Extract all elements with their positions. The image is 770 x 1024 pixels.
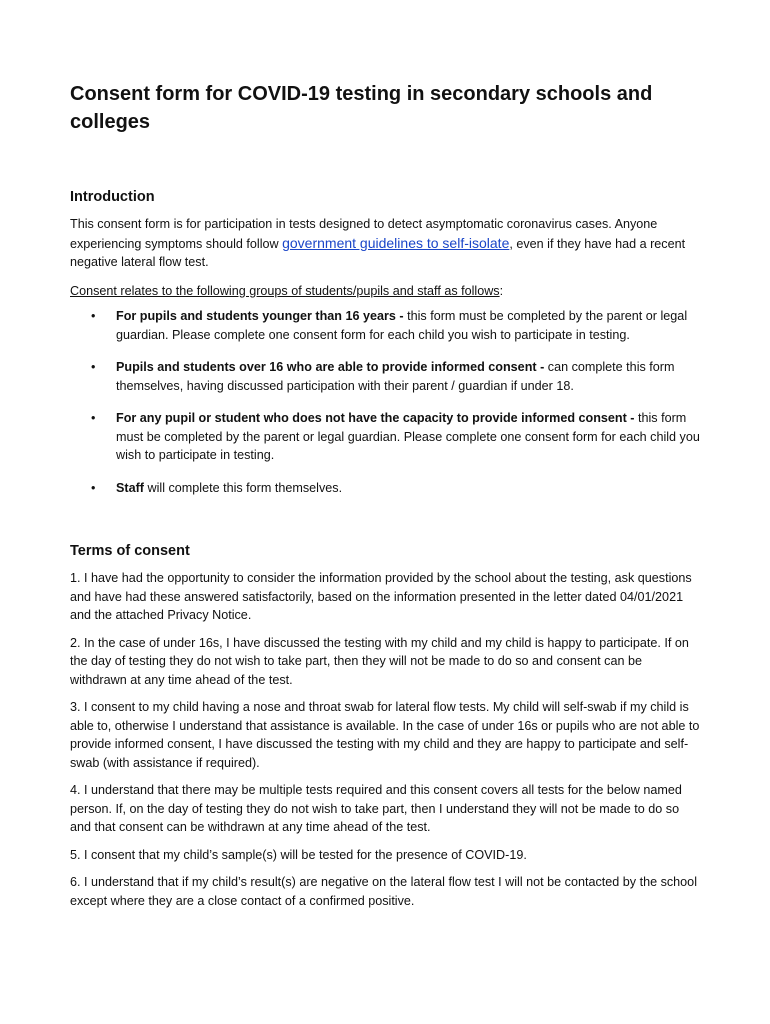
consent-relates-label: Consent relates to the following groups of students/pupils and staff as follows: [70, 283, 500, 298]
introduction-heading: Introduction: [70, 189, 155, 205]
consent-group-bold: Staff: [116, 480, 144, 495]
bullet-icon: •: [91, 411, 96, 425]
consent-group-item: [70, 409, 700, 465]
consent-term-4: 4. I understand that there may be multiple tests required and this consent covers all tests for the below named person. If, on the day of testing they do not wish to take part, then I understand they will not be made to do so and that consent can be withdrawn at any time ahead of the test.: [70, 783, 682, 834]
consent-term-2: 2. In the case of under 16s, I have discussed the testing with my child and my child is happy to participate. If on the day of testing they do not wish to take part, then they will not be made to do so and consent can be withdrawn at any time ahead of the test.: [70, 635, 689, 687]
consent-group-bold: For pupils and students younger than 16 years -: [116, 309, 408, 323]
bullet-icon: •: [91, 360, 96, 374]
bullet-icon: •: [91, 309, 96, 323]
consent-group-text: this form must be completed by the parent or legal guardian. Please complete one consent form for each child you wish to participate in testing.: [116, 411, 700, 462]
consent-groups-list: [70, 307, 700, 497]
consent-term-5: 5. I consent that my child’s sample(s) will be tested for the presence of COVID-19.: [70, 847, 527, 862]
consent-relates-text: [70, 282, 700, 301]
page-title: Consent form for COVID-19 testing in secondary schools and colleges: [70, 83, 653, 133]
consent-group-bold: Pupils and students over 16 who are able to provide informed consent -: [116, 360, 548, 374]
consent-term-1: 1. I have had the opportunity to consider the information provided by the school about the testing, ask questions and have had these answered satisfactorily, based on the information presented in the letter dated 04/01/2021 and the attached Privacy Notice.: [70, 571, 692, 622]
consent-group-bold: For any pupil or student who does not have the capacity to provide informed consent -: [116, 411, 638, 425]
introduction-text-part2: , even if they have had a recent negative lateral flow test.: [70, 236, 686, 269]
consent-term-6: 6. I understand that if my child’s result(s) are negative on the lateral flow test I will not be contacted by the school except where they are a close contact of a confirmed positive.: [70, 875, 697, 908]
bullet-icon: •: [91, 480, 96, 495]
consent-group-item: [70, 307, 700, 344]
consent-group-text: can complete this form themselves, having discussed participation with their parent / guardian if under 18.: [116, 360, 675, 393]
consent-group-text: this form must be completed by the parent or legal guardian. Please complete one consent form for each child you wish to participate in testing.: [116, 309, 688, 342]
consent-relates-colon: :: [499, 283, 504, 298]
consent-group-item: [70, 479, 700, 498]
consent-term-3: 3. I consent to my child having a nose and throat swab for lateral flow tests. My child will self-swab if my child is able to, otherwise I understand that assistance is available. In the case of under 16s or pupils who are not able to provide informed consent, I have discussed the testing with my child and they are happy to participate and self-swab (with assistance if required).: [70, 700, 700, 770]
consent-group-text: will complete this form themselves.: [144, 480, 343, 495]
introduction-text: [70, 215, 700, 272]
introduction-text-part1: This consent form is for participation in tests designed to detect asymptomatic coronavirus cases. Anyone experiencing symptoms should follow: [70, 217, 658, 251]
self-isolate-guidelines-link[interactable]: government guidelines to self-isolate: [282, 234, 510, 251]
document-page: [70, 80, 700, 910]
consent-group-item: [70, 358, 700, 395]
terms-of-consent-heading: Terms of consent: [70, 543, 190, 559]
